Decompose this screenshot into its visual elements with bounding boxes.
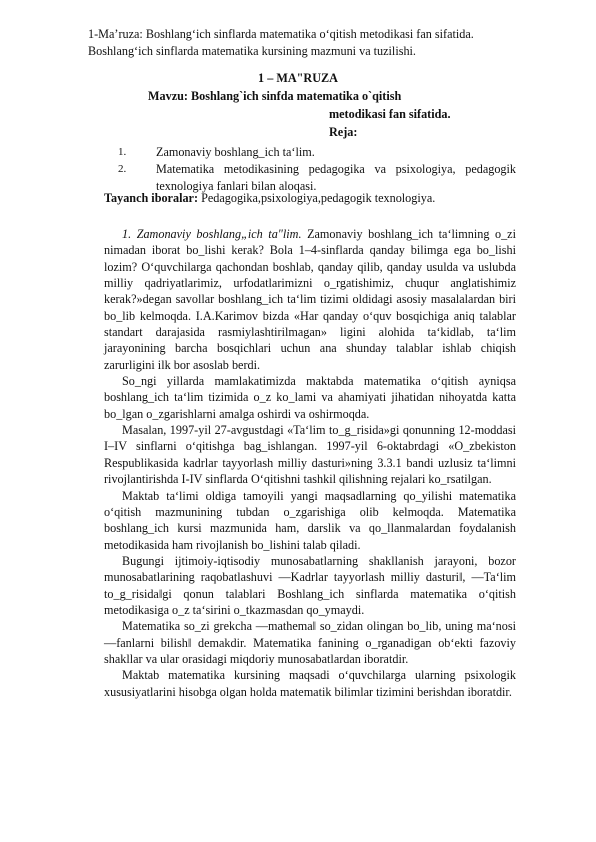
paragraph-7: Maktab matematika kursining maqsadi o‘quvchilarga ularning psixologik xususiyatlarini hisobga olgan holda matematik bilimlar tizimini berishdan iboratdir. <box>104 668 516 699</box>
plan-item-number: 2. <box>118 163 127 175</box>
keywords-label: Tayanch iboralar: <box>104 191 199 205</box>
plan-item-number: 1. <box>118 146 127 158</box>
page-header <box>88 26 548 60</box>
keywords-line <box>104 190 524 207</box>
paragraph-4: Maktab ta‘limi oldiga tamoyili yangi maqsadlarning qo_yilishi matematika o‘qitish mazmunining tubdan o_zgarishiga olib kelmoqda. Matematika boshlang_ich kursi mazmunida ham, darslik va qo_llanmalardan foydalanish metodikasida ham rivojlanish bo_lishini talab qiladi. <box>104 488 516 552</box>
paragraph-5: Bugungi ijtimoiy-iqtisodiy munosabatlarning shakllanish jarayoni, bozor munosabatlarining raqobatlashuvi ―Kadrlar tayyorlash milliy dasturi‖, ―Ta‘lim to_g_risida‖gi qonun talablari Boshlang_ich sinflarda matematika o‘qitish metodikasiga o_z ta‘sirini o_tkazmasdan qo_ymaydi. <box>104 553 516 617</box>
topic-line-2: metodikasi fan sifatida. <box>329 107 451 121</box>
paragraph-2: So_ngi yillarda mamlakatimizda maktabda matematika o‘qitish ayniqsa boshlang_ich ta‘lim tizimida o_z ko_lami va ahamiyati jihatidan nihoyatda katta bo_lgan o_zgarishlarni amalga oshirdi va oshirmoqda. <box>104 374 516 421</box>
keywords-text: Pedagogika,psixologiya,pedagogik texnologiya. <box>198 191 436 205</box>
lecture-body <box>104 226 516 700</box>
paragraph-6: Matematika so_zi grekcha ―mathema‖ so_zidan olingan bo_lib, uning ma‘nosi ―fanlarni bilish‖ demakdir. Matematika fanining o_rganadigan ob‘ekti fazoviy shakllar va ular orasidagi miqdoriy munosabatlardan iboratdir. <box>104 619 516 666</box>
paragraph-text: Zamonaviy boshlang_ich ta‘limning o_zi nimadan iborat bo_lishi kerak? Bola 1–4-sinflarda qanday bilimga ega bo_lishi lozim? O‘quvchilarga qachondan boshlab, qanday qilib, qanday usulda va uslubda milliy qadriyatlarimiz, urfodatlarimizni o_rgatishimiz, chuqur anglatishimiz kerak?»degan savollar boshlang_ich ta‘lim tizimi oldidagi asosiy masalalardan biri bo_lib kelmoqda. I.A.Karimov bizda «Har qanday o‘quv bosqichiga aniq talablar standart darajasida rasmiylashtirilmagan» ligini alohida ta‘kidlab, ta‘lim jarayonining barcha bosqichlari uchun ana shunday talablar ishlab chiqish zarurligini ilk bor asoslab berdi. <box>104 227 516 372</box>
header-line-2: Boshlang‘ich sinflarda matematika kursining mazmuni va tuzilishi. <box>88 44 416 58</box>
paragraph-3: Masalan, 1997-yil 27-avgustdagi «Ta‘lim to_g_risida»gi qonunning 12-moddasi I–IV sinflarni o‘qitishga bag_ishlangan. 1997-yil 6-oktabrdagi «O_zbekiston Respublikasida kadrlar tayyorlash milliy dasturi»ning 3.3.1 bandi uzlusiz ta‘limni rivojlantirishda I-IV sinflarda O‘qitishni tashkil qilishning rejalari ko_rsatilgan. <box>104 423 516 487</box>
plan-list <box>118 144 516 195</box>
header-line-1: 1-Ma’ruza: Boshlang‘ich sinflarda matematika o‘qitish metodikasi fan sifatida. <box>88 27 474 41</box>
plan-heading: Reja: <box>329 125 358 139</box>
section-heading: 1. Zamonaviy boshlang„ich ta"lim. <box>122 227 302 241</box>
plan-item-1 <box>118 144 516 161</box>
lecture-title: 1 – MA"RUZA <box>258 71 338 85</box>
paragraph-1 <box>104 226 516 373</box>
plan-item-text: Zamonaviy boshlang_ich ta‘lim. <box>156 145 315 159</box>
plan-item-text: Matematika metodikasining pedagogika va psixologiya, pedagogik texnologiya fanlari bilan aloqasi. <box>156 162 516 193</box>
topic-line-1: Mavzu: Boshlang`ich sinfda matematika o`qitish <box>148 89 402 103</box>
